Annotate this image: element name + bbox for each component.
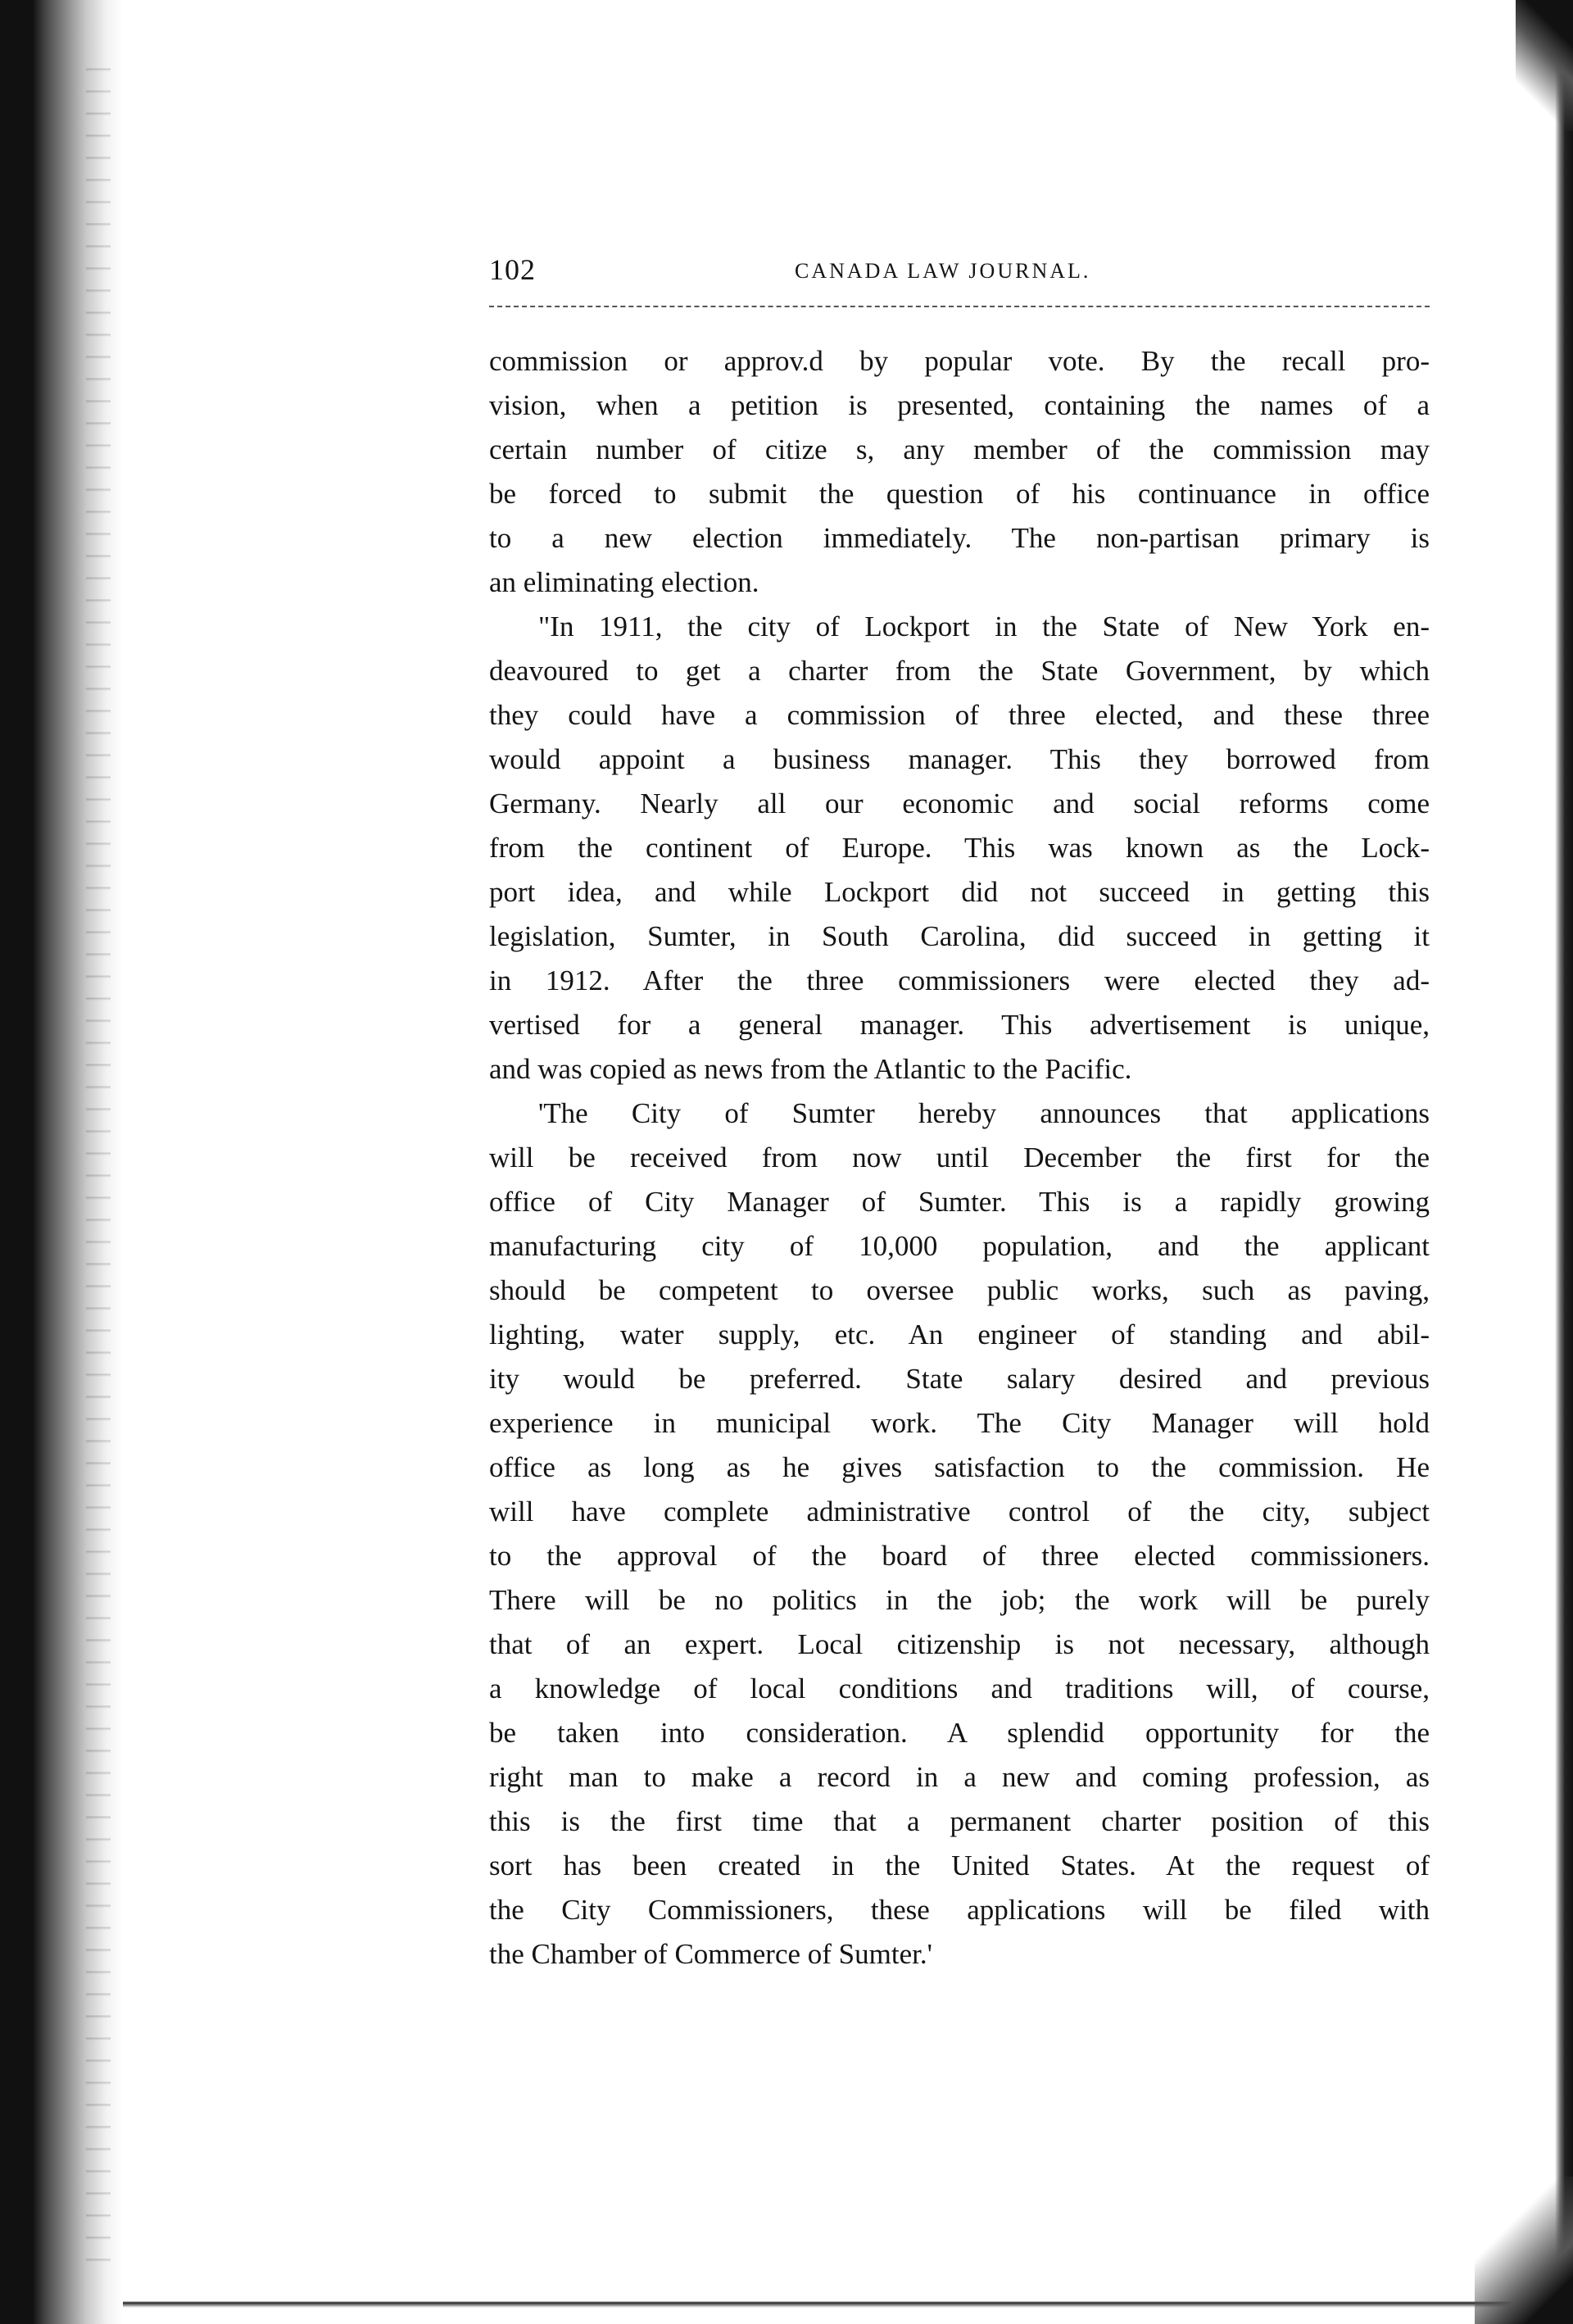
text-line: certain number of citize s, any member of the commission may: [489, 433, 1430, 465]
running-head: CANADA LAW JOURNAL.: [795, 259, 1091, 283]
text-line: will be received from now until December the first for the: [489, 1142, 1430, 1173]
text-line: this is the first time that a permanent charter position of this: [489, 1805, 1430, 1837]
text-line: in 1912. After the three commissioners were elected they ad-: [489, 965, 1430, 996]
text-line: will have complete administrative control of the city, subject: [489, 1496, 1430, 1527]
text-line: vision, when a petition is presented, containing the names of a: [489, 389, 1430, 421]
text-line: Germany. Nearly all our economic and social reforms come: [489, 788, 1430, 819]
text-line: to a new election immediately. The non-partisan primary is: [489, 522, 1430, 554]
text-line: "In 1911, the city of Lockport in the State of New York en-: [538, 611, 1430, 642]
text-line: office as long as he gives satisfaction to the commission. He: [489, 1451, 1430, 1483]
text-line: be taken into consideration. A splendid opportunity for the: [489, 1717, 1430, 1749]
text-line: an eliminating election.: [489, 566, 759, 598]
text-line: from the continent of Europe. This was known as the Lock-: [489, 832, 1430, 864]
text-line: vertised for a general manager. This advertisement is unique,: [489, 1009, 1430, 1041]
text-line: would appoint a business manager. This they borrowed from: [489, 743, 1430, 775]
text-line: that of an expert. Local citizenship is not necessary, although: [489, 1628, 1430, 1660]
text-line: commission or approv.d by popular vote. By the recall pro-: [489, 345, 1430, 377]
scan-edge-bottom: [123, 2291, 1573, 2324]
text-line: and was copied as news from the Atlantic to the Pacific.: [489, 1053, 1132, 1085]
text-line: to the approval of the board of three elected commissioners.: [489, 1540, 1430, 1572]
text-line: be forced to submit the question of his continuance in office: [489, 478, 1430, 510]
page-number: 102: [489, 253, 536, 286]
text-line: the Chamber of Commerce of Sumter.': [489, 1938, 932, 1970]
text-line: office of City Manager of Sumter. This is a rapidly growing: [489, 1186, 1430, 1218]
scan-edge-marks: [86, 49, 111, 2278]
text-line: legislation, Sumter, in South Carolina, did succeed in getting it: [489, 920, 1430, 952]
text-line: a knowledge of local conditions and traditions will, of course,: [489, 1673, 1430, 1704]
scan-edge-right: [1540, 0, 1573, 2324]
header-rule: [489, 306, 1430, 307]
text-line: should be competent to oversee public works, such as paving,: [489, 1274, 1430, 1306]
text-line: they could have a commission of three elected, and these three: [489, 699, 1430, 731]
text-line: lighting, water supply, etc. An engineer of standing and abil-: [489, 1319, 1430, 1350]
text-line: the City Commissioners, these applications will be filed with: [489, 1894, 1430, 1926]
text-line: right man to make a record in a new and coming profession, as: [489, 1761, 1430, 1793]
scan-corner-top-right: [1516, 0, 1573, 131]
text-line: port idea, and while Lockport did not succeed in getting this: [489, 876, 1430, 908]
text-line: There will be no politics in the job; the work will be purely: [489, 1584, 1430, 1616]
text-line: manufacturing city of 10,000 population, and the applicant: [489, 1230, 1430, 1262]
scan-corner-bottom-right: [1475, 2176, 1573, 2324]
text-line: ity would be preferred. State salary desired and previous: [489, 1363, 1430, 1395]
text-line: sort has been created in the United States. At the request of: [489, 1850, 1430, 1881]
body-text: [489, 339, 1430, 1977]
text-line: deavoured to get a charter from the State Government, by which: [489, 655, 1430, 687]
text-line: experience in municipal work. The City Manager will hold: [489, 1407, 1430, 1439]
text-line: 'The City of Sumter hereby announces that applications: [538, 1097, 1430, 1129]
